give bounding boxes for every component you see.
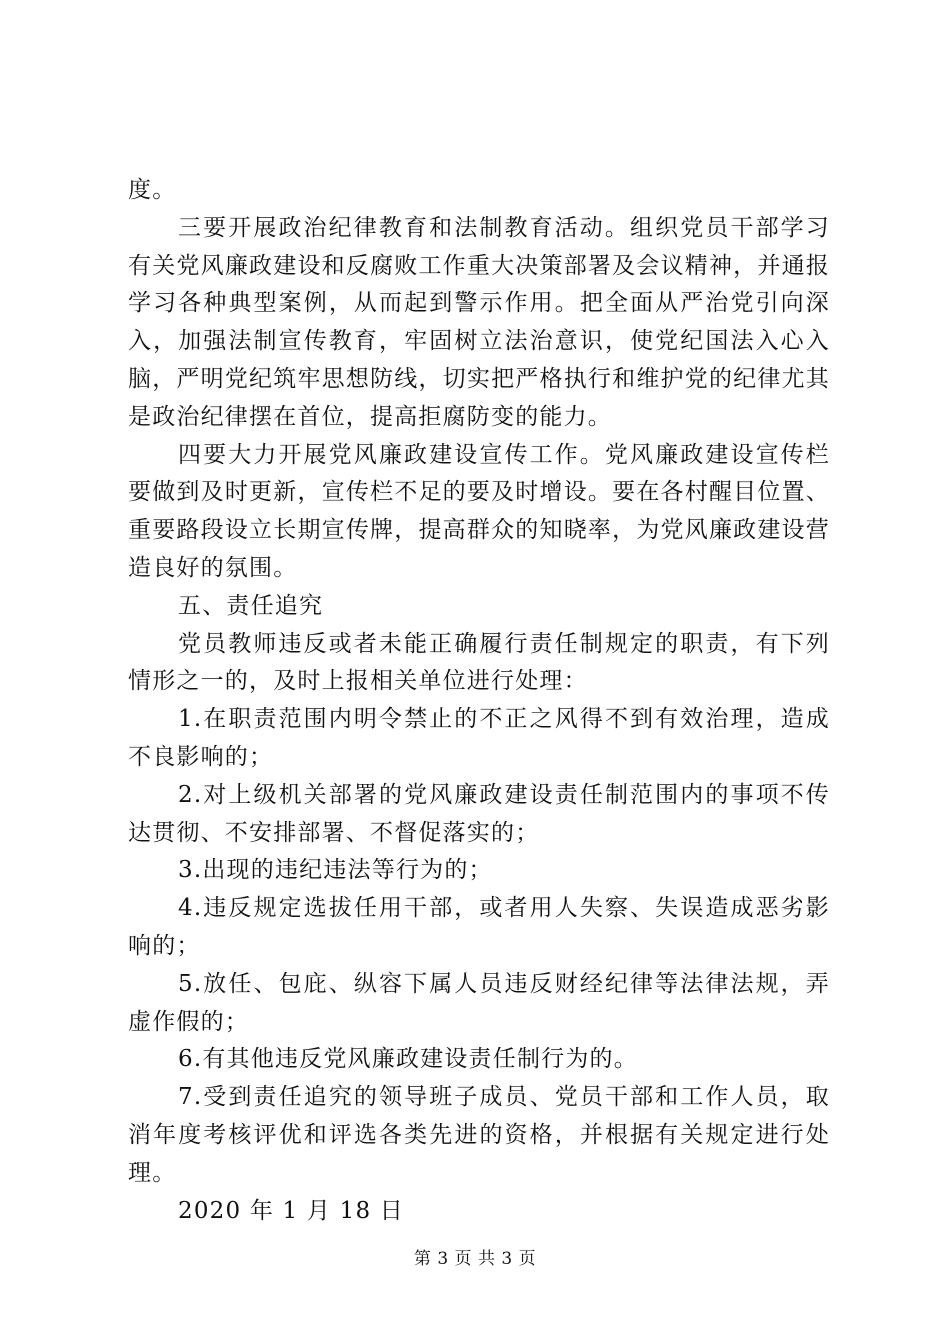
- list-item-7: 7.受到责任追究的领导班子成员、党员干部和工作人员，取消年度考核评优和评选各类先进的资格，并根据有关规定进行处理。: [128, 1084, 830, 1186]
- paragraph-continuation: 度。: [128, 177, 177, 203]
- list-item-5: 5.放任、包庇、纵容下属人员违反财经纪律等法律法规，弄虚作假的；: [128, 970, 830, 1035]
- list-item-3: 3.出现的违纪违法等行为的；: [178, 857, 493, 884]
- document-date: 2020 年 1 月 18 日: [178, 1197, 404, 1224]
- section-heading-accountability: 五、责任追究: [178, 592, 324, 619]
- list-item-2: 2.对上级机关部署的党风廉政建设责任制范围内的事项不传达贯彻、不安排部署、不督促落实的；: [128, 781, 830, 846]
- paragraph-political-discipline-education: 三要开展政治纪律教育和法制教育活动。组织党员干部学习有关党风廉政建设和反腐败工作重大决策部署及会议精神，并通报学习各种典型案例，从而起到警示作用。把全面从严治党引向深入，加强法制宣传教育，牢固树立法治意识，使党纪国法入心入脑，严明党纪筑牢思想防线，切实把严格执行和维护党的纪律尤其是政治纪律摆在首位，提高拒腐防变的能力。: [128, 214, 830, 430]
- paragraph-accountability-intro: 党员教师违反或者未能正确履行责任制规定的职责，有下列情形之一的，及时上报相关单位进行处理：: [128, 630, 830, 695]
- page-number-footer: 第 3 页 共 3 页: [413, 1249, 537, 1269]
- list-item-1: 1.在职责范围内明令禁止的不正之风得不到有效治理，造成不良影响的；: [128, 706, 830, 770]
- paragraph-publicity-work: 四要大力开展党风廉政建设宣传工作。党风廉政建设宣传栏要做到及时更新，宣传栏不足的要及时增设。要在各村醒目位置、重要路段设立长期宣传牌，提高群众的知晓率，为党风廉政建设营造良好的氛围。: [128, 441, 830, 581]
- list-item-6: 6.有其他违反党风廉政建设责任制行为的。: [178, 1046, 638, 1073]
- document-body: [128, 172, 830, 1230]
- list-item-4: 4.违反规定选拔任用干部，或者用人失察、失误造成恶劣影响的；: [128, 895, 830, 959]
